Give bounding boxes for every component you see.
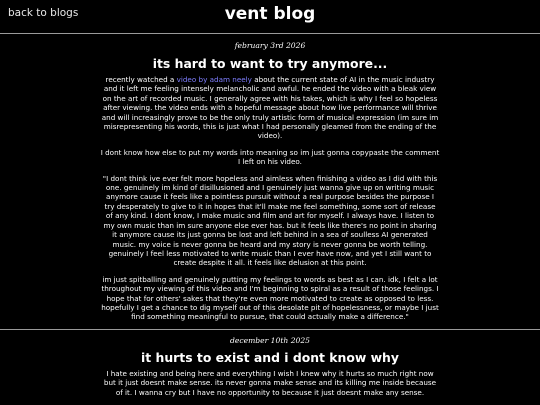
post-list — [0, 34, 540, 397]
post-text: recently watched a — [105, 75, 177, 84]
post-quote-paragraph: "I dont think ive ever felt more hopeless and aimless when finishing a video as I did with this one. genuinely im kind of disillusioned and I genuinely just wanna give up on writing music anymore cause it feels like a pointless pursuit without a real purpose besides the purpose I try desperately to give to it in hopes that it'll make me feel something, some sort of release of any kind. I dont know, I make music and film and art for myself. I always have. I listen to my own music than im sure anyone else ever has. but it feels like there's no point in sharing it anymore cause its just gonna be lost and left behind in a sea of soulless AI generated music. my voice is never gonna be heard and my story is never gonna be worth telling. genuinely I feel less motivated to write music than I ever have now, and yet I still want to create despite it all. it feels like delusion at this point. — [102, 173, 438, 268]
post-paragraph — [100, 75, 440, 141]
post-date: december 10th 2025 — [229, 335, 311, 345]
post-date: february 3rd 2026 — [234, 41, 306, 50]
back-to-blogs-link[interactable]: back to blogs — [8, 7, 79, 19]
site-header — [0, 0, 540, 34]
post-title: its hard to want to try anymore... — [152, 56, 388, 71]
post-quote-paragraph: im just spitballing and genuinely putting my feelings to words as best as I can. idk, I felt a lot throughout my viewing of this video and I'm beginning to spiral as a result of those feelings. I hope that for others' sakes that they're even more motivated to create as opposed to less. hopefully I get a chance to dig myself out of this desolate pit of hopelessness, or maybe I just find something meaningful to pursue, that could actually make a difference." — [101, 274, 439, 322]
post-paragraph: I hate existing and being here and everything I wish I knew why it hurts so much right now but it just doesnt make sense. its never gonna make sense and its killing me inside because of it. I wanna cry but I have no opportunity to because it just doesnt make any sense. — [103, 368, 437, 397]
post-text: about the current state of AI in the music industry and it left me feeling intensely melancholic and awful. he ended the video with a bleak view on the art of recorded music. I generally agree with his takes, which is why I feel so hopeless after viewing. the video ends with a hopeful message about how live performance will thrive and will increasingly prove to be the only truly artistic form of musical expression (im sure im misrepresenting his words, this is just what I had personally gleamed from the ending of the video). — [101, 75, 439, 141]
post-title: it hurts to exist and i dont know why — [141, 349, 399, 365]
post-paragraph: I dont know how else to put my words into meaning so im just gonna copypaste the comment I left on his video. — [100, 147, 440, 167]
blog-post — [0, 34, 540, 330]
blog-post — [0, 330, 540, 397]
site-title: vent blog — [224, 4, 316, 24]
video-link[interactable]: video by adam neely — [176, 75, 252, 84]
